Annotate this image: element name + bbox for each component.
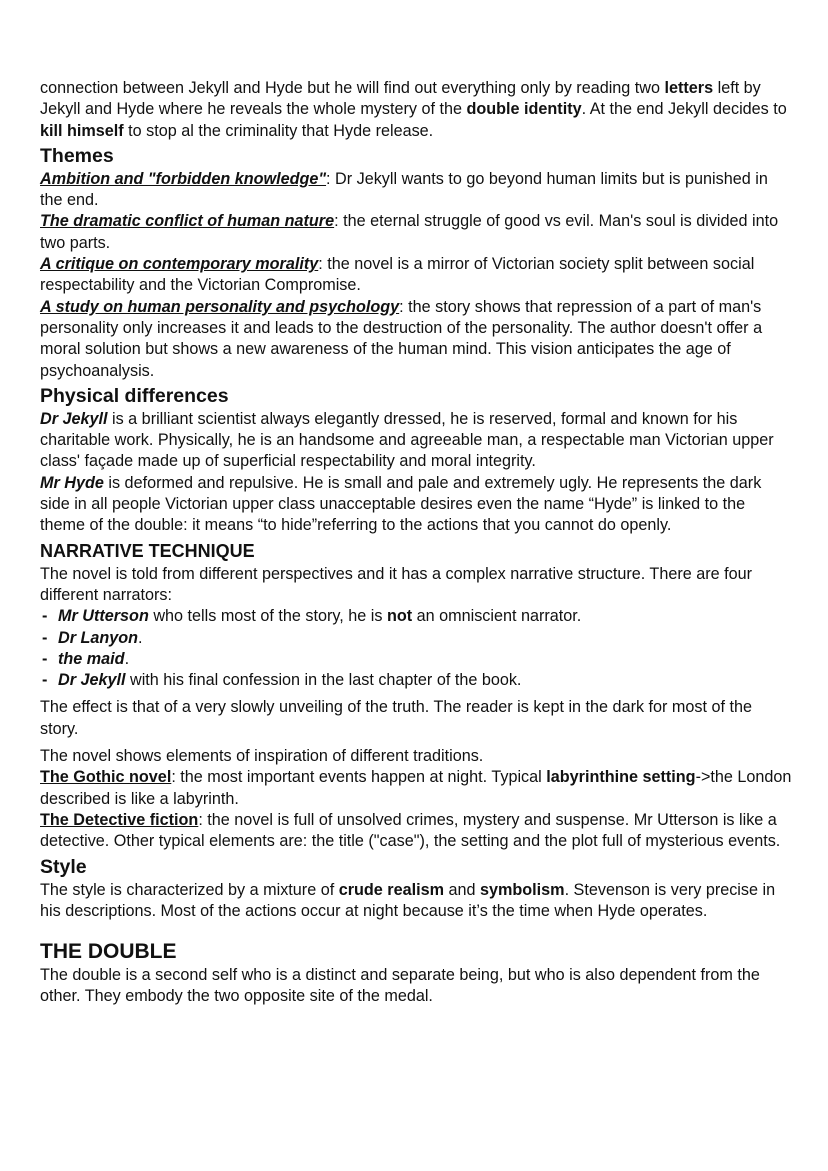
kill-himself-bold: kill himself — [40, 121, 124, 140]
letters-bold: letters — [664, 79, 714, 97]
narrative-heading: NARRATIVE TECHNIQUE — [40, 540, 255, 561]
double-heading: THE DOUBLE — [40, 940, 177, 964]
traditions-paragraph: The novel shows elements of inspiration of different traditions. — [40, 747, 484, 766]
themes-heading: Themes — [40, 144, 114, 167]
double-identity-bold: double identity — [466, 100, 582, 119]
jekyll-description: Dr Jekyll is a brilliant scientist always elegantly dressed, he is reserved, formal and known for his charitable work. Physically, he is an handsome and agreeable man, a respectable man Victorian upper class' façade made up of superficial respectability and moral integrity. — [40, 409, 774, 471]
theme-item: The dramatic conflict of human nature: the eternal struggle of good vs evil. Man's soul is divided into two parts. — [40, 212, 779, 252]
double-paragraph: The double is a second self who is a distinct and separate being, but who is also dependent from the other. They embody the two opposite site of the medal. — [40, 966, 760, 1006]
style-paragraph: The style is characterized by a mixture of crude realism and symbolism. Stevenson is very precise in his descriptions. Most of the actions occur at night because it’s the time when Hyde operates. — [40, 880, 776, 920]
theme-item: A critique on contemporary morality: the novel is a mirror of Victorian society split between social respectability and the Victorian Compromise. — [40, 255, 755, 295]
list-item: - Mr Utterson who tells most of the story, he is not an omniscient narrator. — [40, 606, 792, 627]
theme-label: A study on human personality and psychology — [40, 297, 400, 316]
hyde-description: Mr Hyde is deformed and repulsive. He is small and pale and extremely ugly. He represents the dark side in all people Victorian upper class unacceptable desires even the name “Hyde” is linked to the theme of the double: it means “to hide”referring to the actions that you cannot do openly. — [40, 473, 762, 535]
physical-heading: Physical differences — [40, 384, 229, 407]
list-item: - Dr Jekyll with his final confession in the last chapter of the book. — [40, 670, 792, 691]
intro-paragraph: connection between Jekyll and Hyde but he will find out everything only by reading two letters left by Jekyll and Hyde where he reveals the whole mystery of the double identity. At the end Jekyll decides to kill himself to stop al the criminality that Hyde release. — [40, 79, 787, 140]
theme-item: Ambition and "forbidden knowledge": Dr Jekyll wants to go beyond human limits but is punished in the end. — [40, 169, 768, 210]
theme-label: Ambition and "forbidden knowledge" — [40, 169, 327, 188]
style-heading: Style — [40, 855, 87, 878]
list-item: - the maid. — [40, 649, 792, 670]
theme-item: A study on human personality and psychology: the story shows that repression of a part of man's personality only increases it and leads to the destruction of the personality. The author doesn't offer a moral solution but shows a new awareness of the human mind. This vision anticipates the age of psychoanalysis. — [40, 297, 763, 380]
detective-paragraph: The Detective fiction: the novel is full of unsolved crimes, mystery and suspense. Mr Utterson is like a detective. Other typical elements are: the title ("case"), the setting and the plot full of mysterious events. — [40, 810, 781, 851]
theme-label: The dramatic conflict of human nature — [40, 212, 335, 231]
effect-paragraph: The effect is that of a very slowly unveiling of the truth. The reader is kept in the dark for most of the story. — [40, 698, 753, 738]
document-page — [40, 78, 792, 1008]
narrative-intro: The novel is told from different perspectives and it has a complex narrative structure. There are four different narrators: — [40, 564, 752, 604]
list-item: - Dr Lanyon. — [40, 628, 792, 649]
theme-label: A critique on contemporary morality — [40, 255, 319, 274]
gothic-paragraph: The Gothic novel: the most important events happen at night. Typical labyrinthine setting->the London described is like a labyrinth. — [40, 768, 792, 808]
narrators-list — [40, 606, 792, 691]
